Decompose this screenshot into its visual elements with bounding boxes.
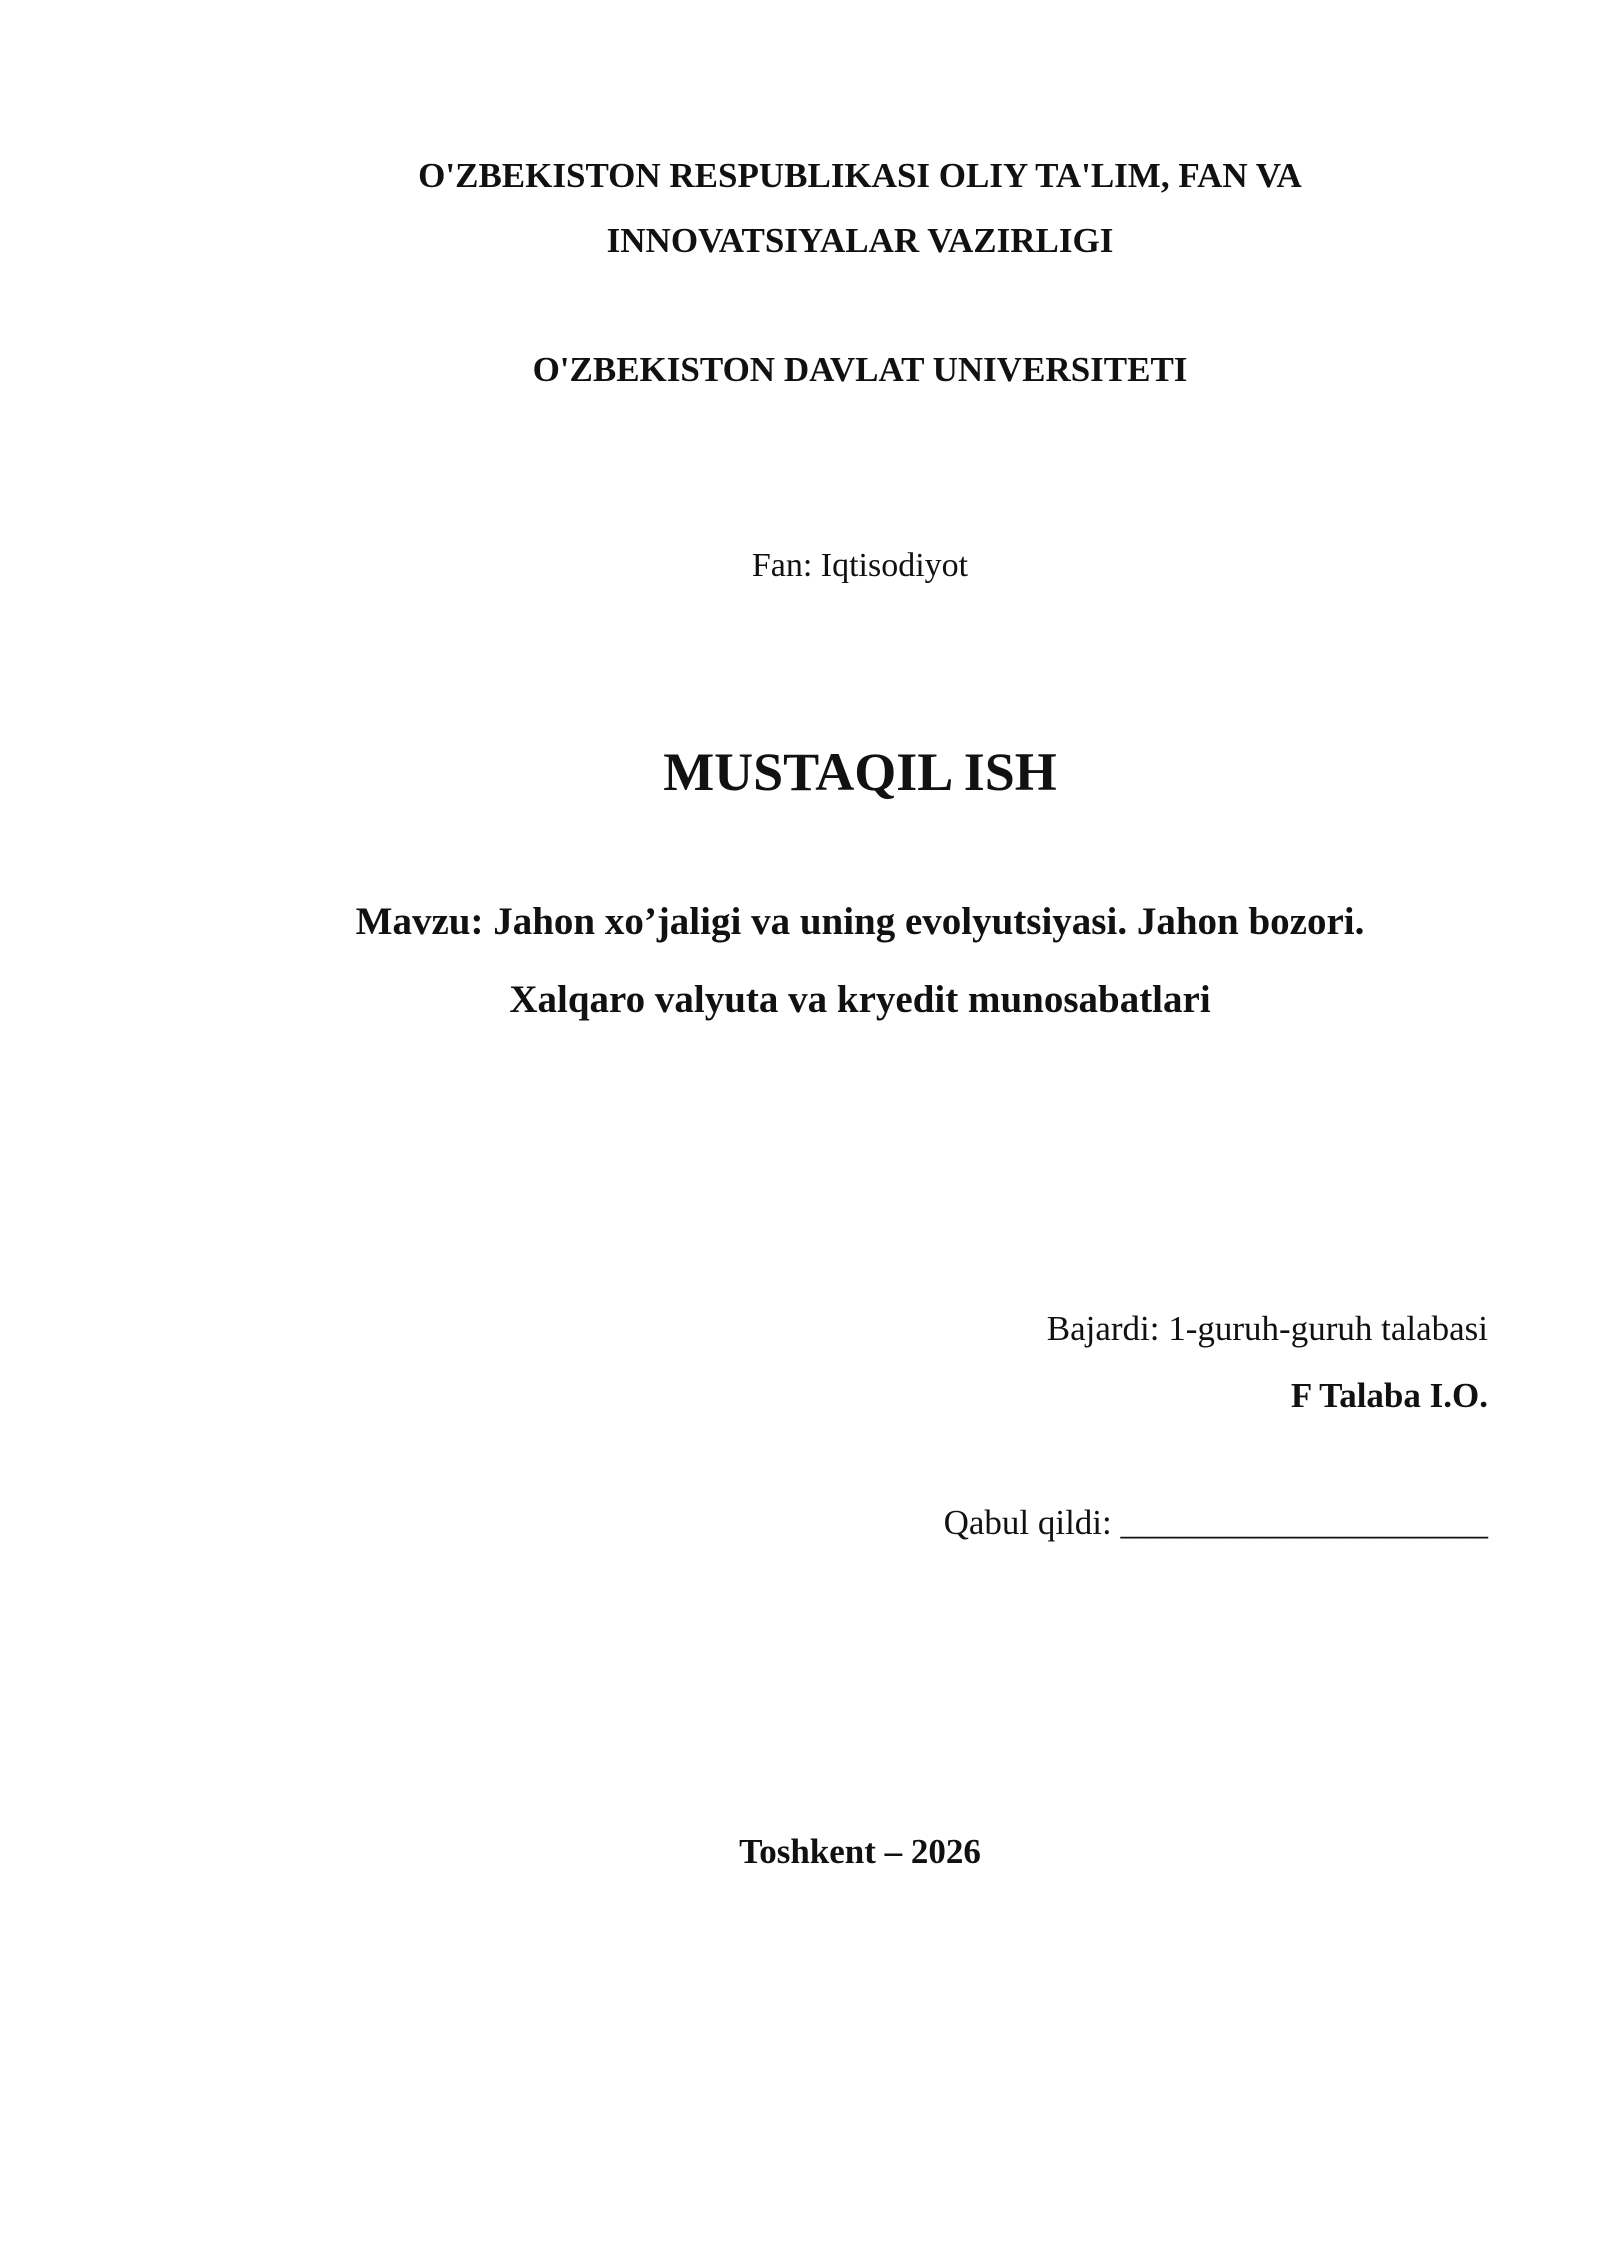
performer-label: Bajardi: 1-guruh-guruh talabasi <box>1046 1309 1488 1348</box>
ministry-line-2: INNOVATSIYALAR VAZIRLIGI <box>606 221 1114 260</box>
city-year: Toshkent – 2026 <box>739 1832 981 1871</box>
accepted-by-line: Qabul qildi: _____________________ <box>943 1503 1488 1542</box>
subject-line: Fan: Iqtisodiyot <box>751 547 969 584</box>
document-title: MUSTAQIL ISH <box>663 742 1057 802</box>
topic-line-2: Xalqaro valyuta va kryedit munosabatlari <box>509 978 1211 1021</box>
student-name: F Talaba I.O. <box>1290 1376 1488 1415</box>
ministry-line-1: O'ZBEKISTON RESPUBLIKASI OLIY TA'LIM, FAN VA <box>418 156 1302 195</box>
university-name: O'ZBEKISTON DAVLAT UNIVERSITETI <box>532 350 1188 389</box>
topic-line-1: Mavzu: Jahon xo’jaligi va uning evolyutsiyasi. Jahon bozori. <box>355 900 1365 943</box>
